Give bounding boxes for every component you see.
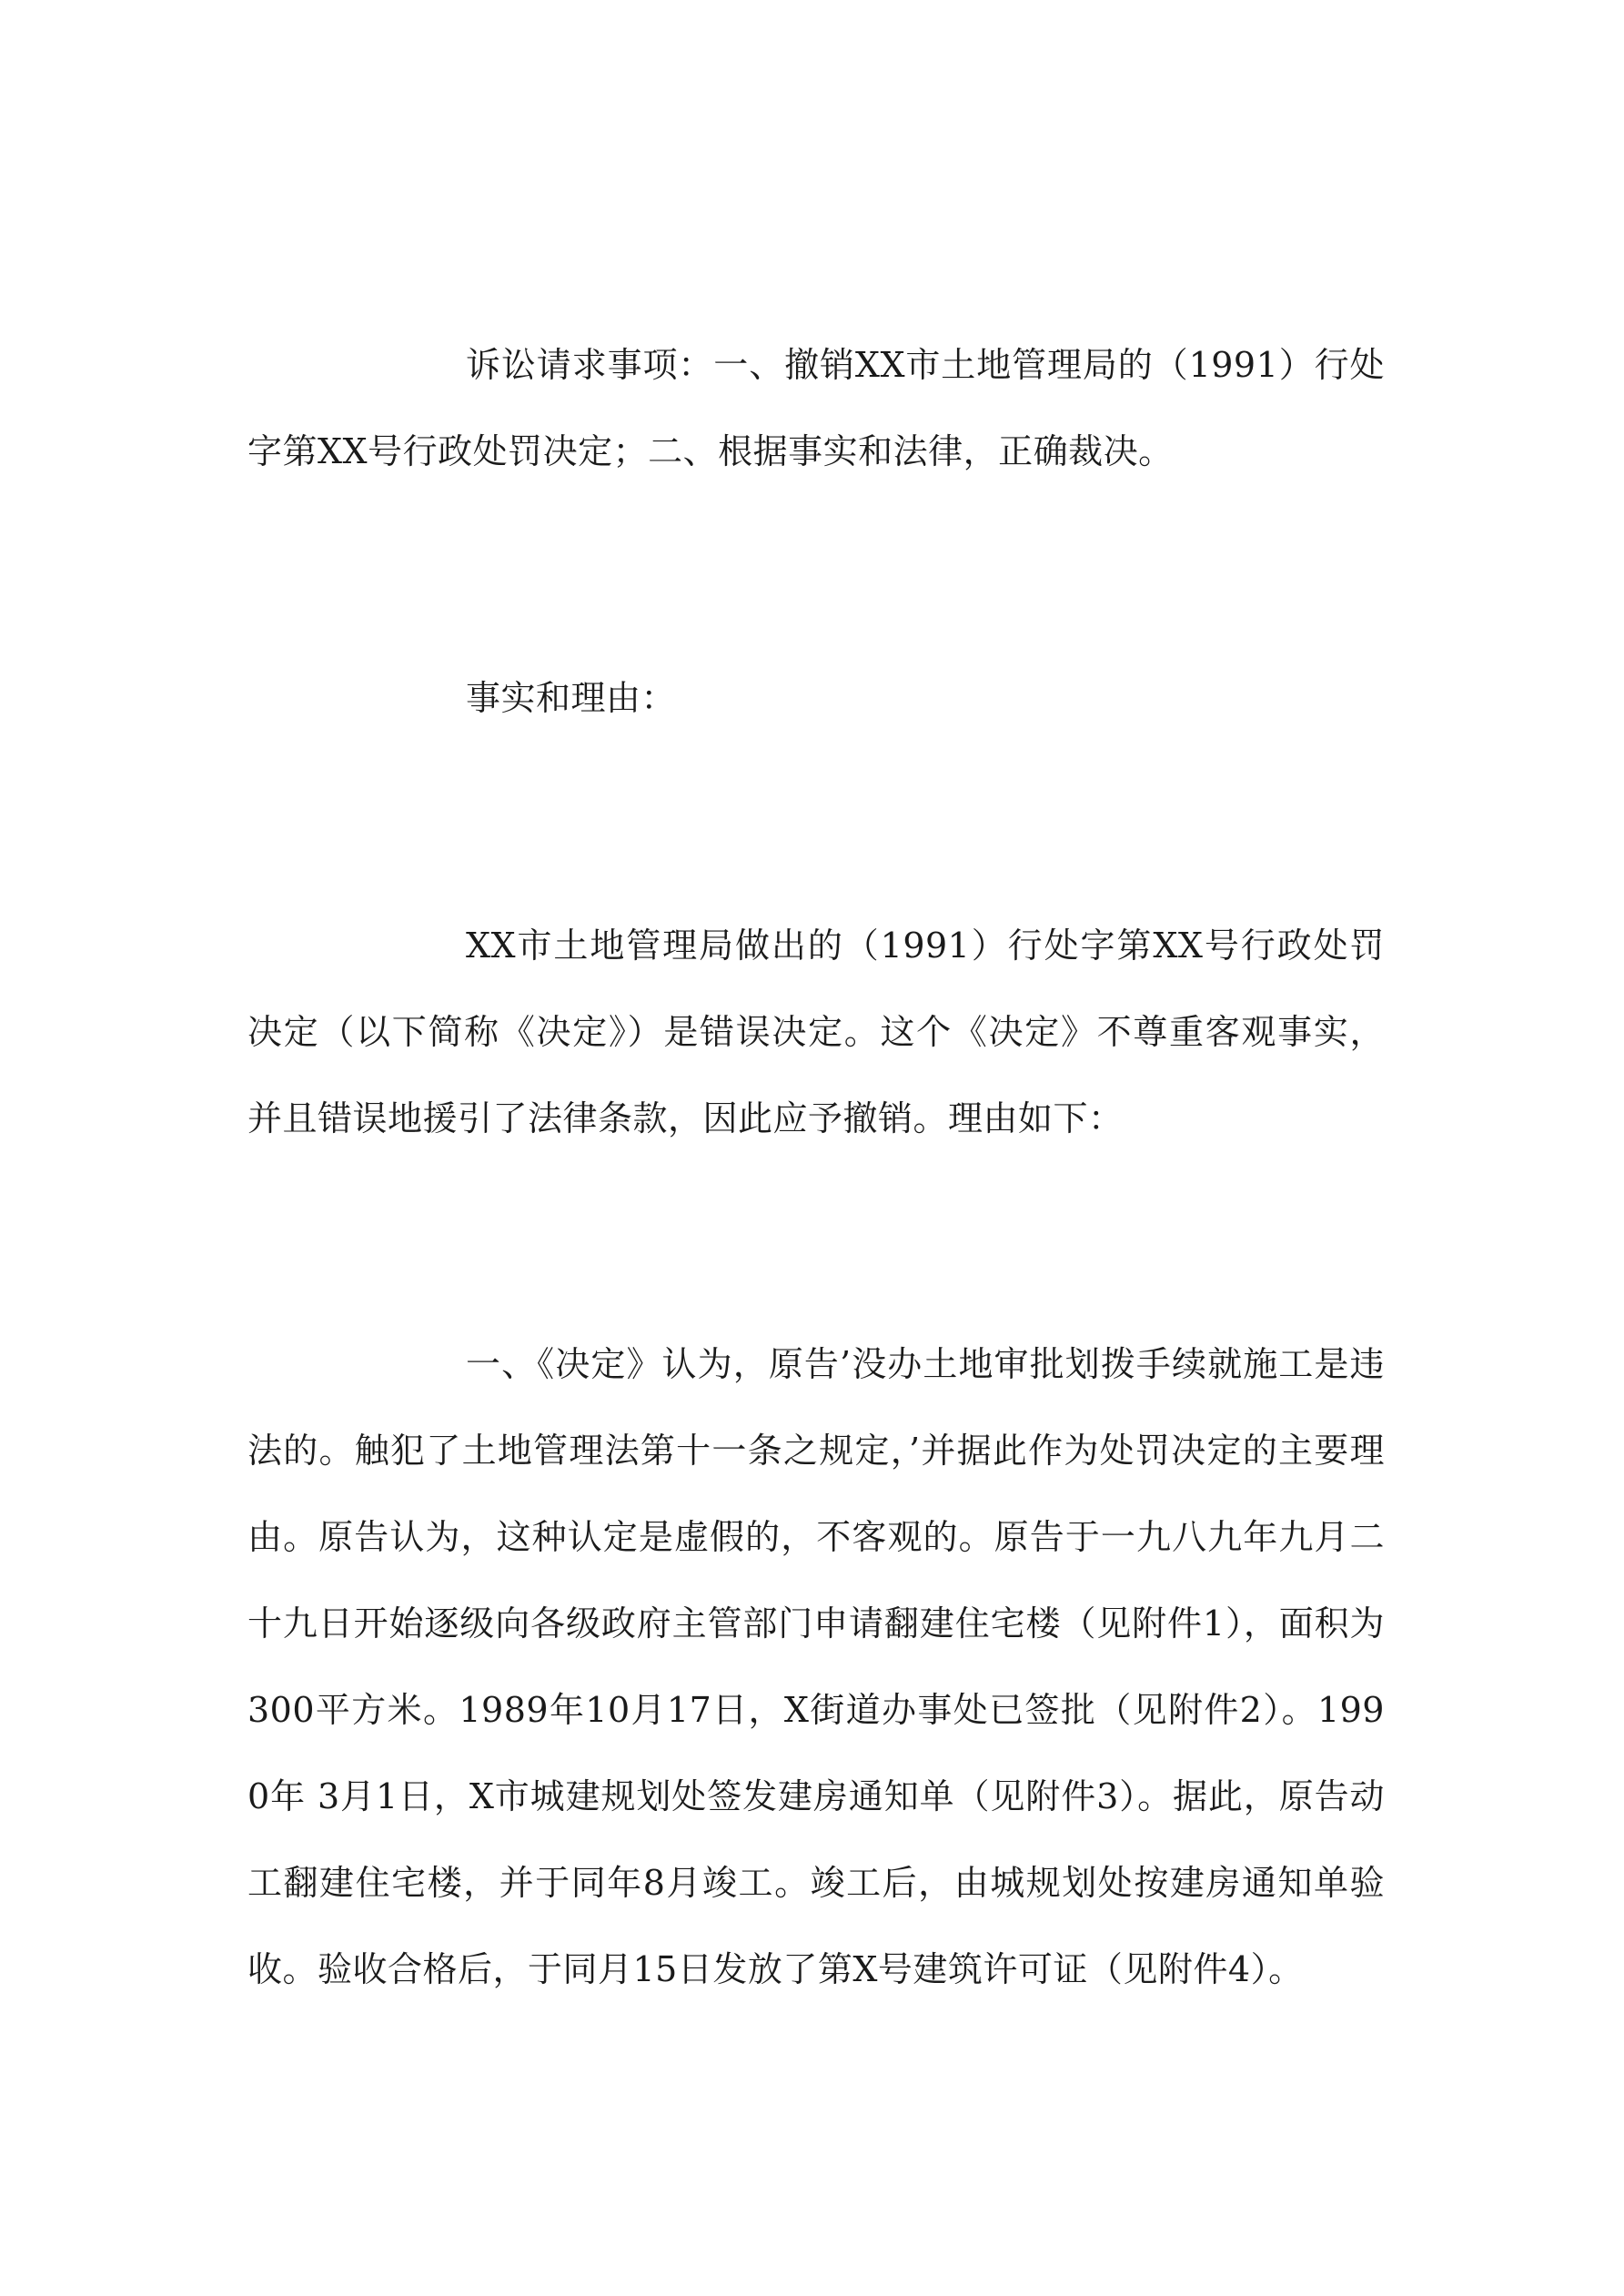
paragraph-decision-summary: XX市土地管理局做出的（1991）行处字第XX号行政处罚决定（以下简称《决定》）是错误决定。这个《决定》不尊重客观事实，并且错误地援引了法律条款，因此应予撤销。理由如下：	[247, 925, 1385, 1138]
paragraph-reason-one: 一、《决定》认为，原告’没办土地审批划拨手续就施工是违法的。触犯了土地管理法第十一条之规定，’并据此作为处罚决定的主要理由。原告认为，这种认定是虚假的，不客观的。原告于一九八九年九月二十九日开始逐级向各级政府主管部门申请翻建住宅楼（见附件1），面积为 300平方米。1989年10月17日，X街道办事处已签批（见附件2）。1990年 3月1日，X市城建规划处签发建房通知单（见附件3）。据此，原告动工翻建住宅楼，并于同年8月竣工。竣工后，由城规划处按建房通知单验收。验收合格后，于同月15日发放了第X号建筑许可证（见附件4）。	[247, 1344, 1385, 1989]
paragraph-facts-heading: 事实和理由：	[466, 678, 677, 718]
paragraph-claims: 诉讼请求事项：一、撤销XX市土地管理局的（1991）行处字第XX号行政处罚决定；二、根据事实和法律，正确裁决。	[247, 345, 1385, 471]
